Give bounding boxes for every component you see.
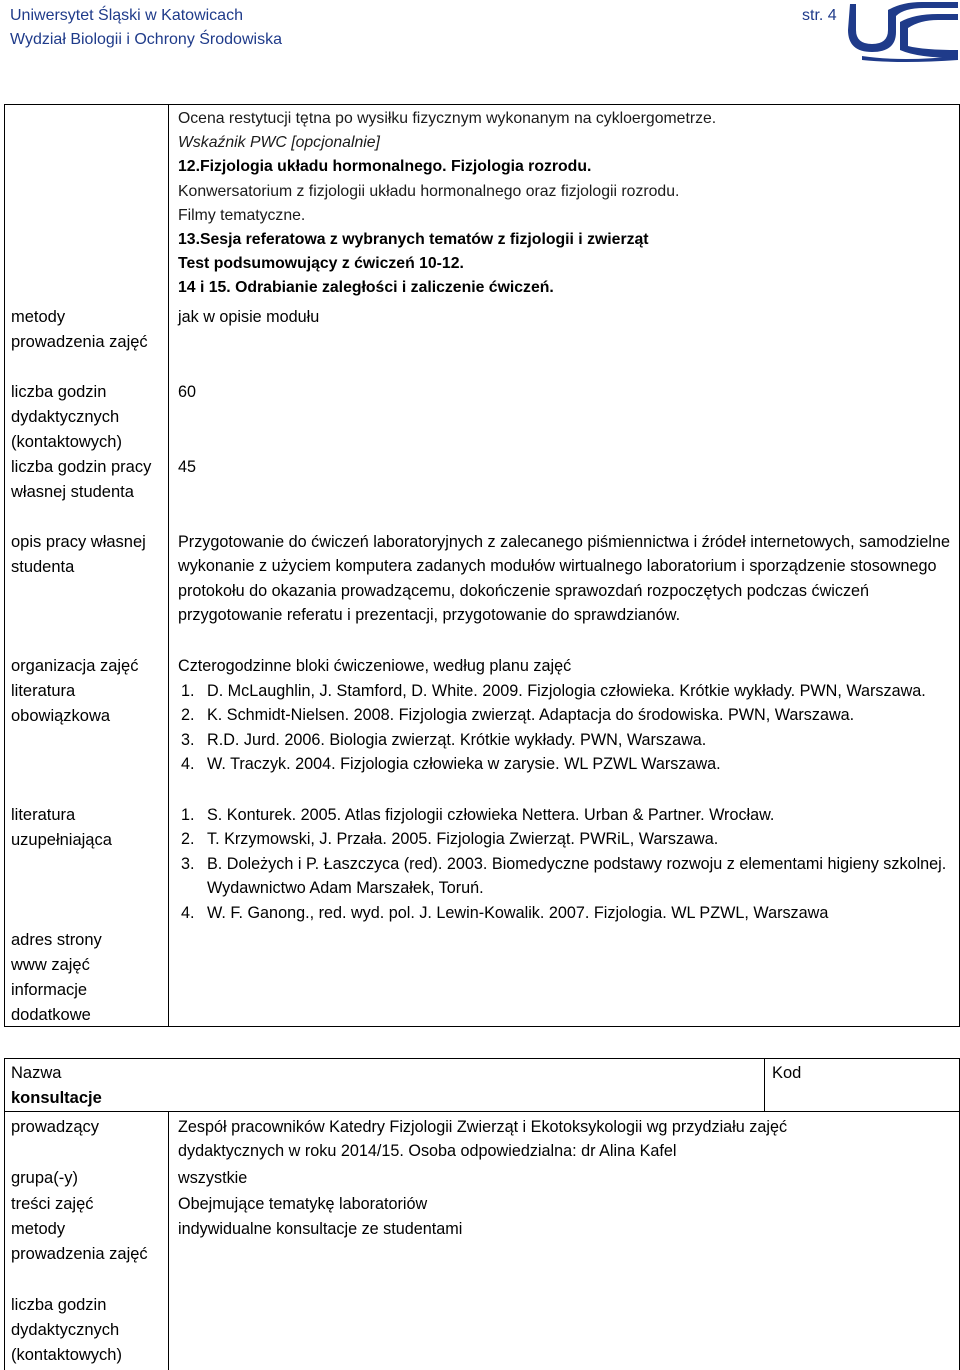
- methods-label: metody prowadzenia zajęć: [11, 308, 148, 351]
- document-header: [10, 4, 282, 52]
- own-hours-value: 45: [178, 458, 197, 476]
- consult-hours-label: liczba godzin dydaktycznych (kontaktowych): [11, 1296, 122, 1364]
- group-label: grupa(-y): [11, 1169, 78, 1187]
- list-item: 3. R.D. Jurd. 2006. Biologia zwierząt. Krótkie wykłady. PWN, Warszawa.: [181, 730, 707, 749]
- page-number: str. 4: [802, 7, 837, 24]
- reference-text: T. Krzymowski, J. Przała. 2005. Fizjologia Zwierząt. PWRiL, Warszawa.: [207, 830, 719, 849]
- contact-hours-label: liczba godzin dydaktycznych (kontaktowych): [11, 383, 122, 451]
- topics-line: Konwersatorium z fizjologii układu hormonalnego oraz fizjologii rozrodu.: [178, 182, 680, 200]
- reference-text: R.D. Jurd. 2006. Biologia zwierząt. Krótkie wykłady. PWN, Warszawa.: [207, 730, 707, 749]
- university-name: Uniwersytet Śląski w Katowicach: [10, 7, 243, 24]
- group-value: wszystkie: [178, 1169, 248, 1187]
- own-work-value: Przygotowanie do ćwiczeń laboratoryjnych z zalecanego piśmiennictwa i źródeł internetowych, samodzielne wykonanie z użyciem komputera zadanych modułów wirtualnego laboratorium i sporządzenie stosownego protokołu do okazania prowadzącemu, dokończenie sprawozdań rozpoczętych podczas ćwiczeń przygotowanie referatu i prezentacji, przygotowanie do sprawdzianów.: [178, 533, 950, 625]
- table1-bottom-border: [4, 1026, 960, 1027]
- topics-content: [178, 107, 953, 301]
- methods-value: jak w opisie modułu: [178, 308, 320, 326]
- supplementary-literature-label: literatura uzupełniająca: [11, 806, 112, 849]
- table2-code-divider: [764, 1058, 765, 1111]
- name-value: konsultacje: [11, 1089, 102, 1107]
- list-item: 4. W. F. Ganong., red. wyd. pol. J. Lewin-Kowalik. 2007. Fizjologia. WL PZWL, Warszawa: [181, 903, 829, 922]
- required-literature-list: [178, 679, 953, 777]
- list-item: 2. T. Krzymowski, J. Przała. 2005. Fizjologia Zwierząt. PWRiL, Warszawa.: [181, 830, 719, 849]
- table2-header-divider: [4, 1111, 960, 1112]
- table2-left-border: [4, 1058, 5, 1370]
- table1-column-divider: [168, 104, 169, 1027]
- list-item: 1. S. Konturek. 2005. Atlas fizjologii człowieka Nettera. Urban & Partner. Wrocław.: [181, 806, 775, 824]
- reference-text: W. Traczyk. 2004. Fizjologia człowieka w zarysie. WL PZWL Warszawa.: [207, 755, 721, 774]
- website-label: adres strony www zajęć: [11, 931, 102, 974]
- topics-line: Test podsumowujący z ćwiczeń 10-12.: [178, 255, 464, 273]
- table2-column-divider: [168, 1111, 169, 1370]
- topics-line: Ocena restytucji tętna po wysiłku fizycznym wykonanym na cykloergometrze.: [178, 110, 717, 127]
- table1-left-border: [4, 104, 5, 1027]
- consult-methods-label: metody prowadzenia zajęć: [11, 1220, 148, 1263]
- table2-top-border: [4, 1058, 960, 1059]
- university-logo-icon: [842, 0, 960, 62]
- list-item: 3. B. Doleżych i P. Łaszczyca (red). 2003. Biomedyczne podstawy rozwoju z elementami higieny szkolnej. Wydawnictwo Adam Marszałek, Toruń.: [181, 854, 947, 898]
- organization-label: organizacja zajęć: [11, 657, 139, 675]
- topics-line: 14 i 15. Odrabianie zaległości i zaliczenie ćwiczeń.: [178, 279, 554, 297]
- extra-info-label: informacje dodatkowe: [11, 981, 91, 1024]
- list-item: 2. K. Schmidt-Nielsen. 2008. Fizjologia zwierząt. Adaptacja do środowiska. PWN, Warszawa.: [181, 706, 855, 725]
- reference-text: S. Konturek. 2005. Atlas fizjologii człowieka Nettera. Urban & Partner. Wrocław.: [207, 806, 775, 824]
- list-item: 4. W. Traczyk. 2004. Fizjologia człowieka w zarysie. WL PZWL Warszawa.: [181, 755, 721, 774]
- required-literature-label: literatura obowiązkowa: [11, 682, 111, 725]
- name-label: Nazwa: [11, 1064, 62, 1082]
- teacher-value: Zespół pracowników Katedry Fizjologii Zwierząt i Ekotoksykologii wg przydziału zajęć dydaktycznych w roku 2014/15. Osoba odpowiedzialna: dr Alina Kafel: [178, 1118, 788, 1161]
- table1-top-border: [4, 104, 960, 105]
- own-work-label: opis pracy własnej studenta: [11, 533, 146, 576]
- topics-line: 12.Fizjologia układu hormonalnego. Fizjologia rozrodu.: [178, 158, 592, 176]
- reference-text: W. F. Ganong., red. wyd. pol. J. Lewin-Kowalik. 2007. Fizjologia. WL PZWL, Warszawa: [207, 903, 829, 922]
- topics-line: 13.Sesja referatowa z wybranych tematów z fizjologii i zwierząt: [178, 231, 649, 249]
- organization-value: Czterogodzinne bloki ćwiczeniowe, według planu zajęć: [178, 657, 572, 675]
- content-value: Obejmujące tematykę laboratoriów: [178, 1195, 428, 1213]
- teacher-label: prowadzący: [11, 1118, 100, 1136]
- contact-hours-value: 60: [178, 383, 197, 401]
- supplementary-literature-list: [178, 803, 953, 925]
- topics-line: Filmy tematyczne.: [178, 206, 306, 224]
- list-item: 1. D. McLaughlin, J. Stamford, D. White. 2009. Fizjologia człowieka. Krótkie wykłady. PWN, Warszawa.: [181, 682, 926, 700]
- consult-methods-value: indywidualne konsultacje ze studentami: [178, 1220, 463, 1238]
- topics-line: Wskaźnik PWC [opcjonalnie]: [178, 134, 380, 152]
- code-label: Kod: [772, 1064, 802, 1082]
- own-hours-label: liczba godzin pracy własnej studenta: [11, 458, 152, 501]
- faculty-name: Wydział Biologii i Ochrony Środowiska: [10, 31, 282, 48]
- reference-text: K. Schmidt-Nielsen. 2008. Fizjologia zwierząt. Adaptacja do środowiska. PWN, Warszawa.: [207, 706, 855, 725]
- reference-text: B. Doleżych i P. Łaszczyca (red). 2003. Biomedyczne podstawy rozwoju z elementami higieny szkolnej. Wydawnictwo Adam Marszałek, Toruń.: [207, 854, 947, 898]
- reference-text: D. McLaughlin, J. Stamford, D. White. 2009. Fizjologia człowieka. Krótkie wykłady. PWN, Warszawa.: [207, 682, 926, 700]
- content-label: treści zajęć: [11, 1195, 94, 1213]
